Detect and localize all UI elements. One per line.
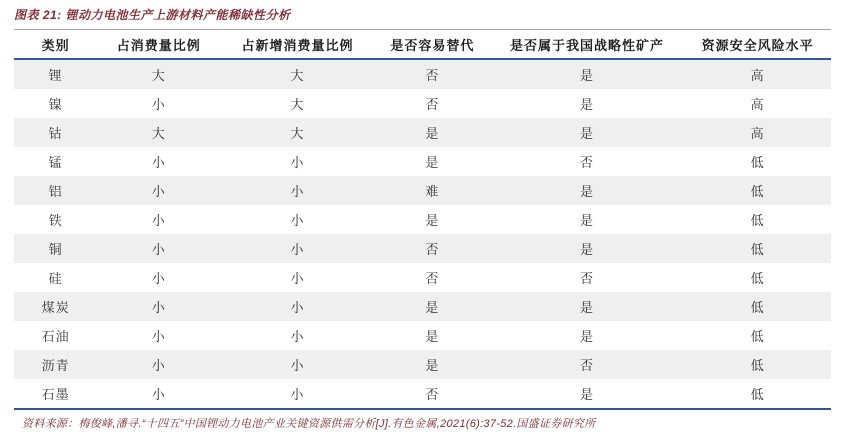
table-cell: 铝 <box>48 184 63 199</box>
table-row <box>14 234 831 263</box>
table-cell: 小 <box>290 358 305 373</box>
table-row <box>14 176 831 205</box>
table-row <box>14 59 831 89</box>
table-cell: 是 <box>425 126 440 141</box>
table-cell: 镍 <box>48 97 63 112</box>
table-row <box>14 321 831 350</box>
table-cell: 大 <box>290 126 305 141</box>
table-cell: 否 <box>425 271 440 286</box>
source-note: 资料来源：梅俊峰,潘寻.“十四五”中国锂动力电池产业关键资源供需分析[J].有色金属,2021(6):37-52.国盛证券研究所 <box>22 418 596 430</box>
table-cell: 否 <box>580 358 595 373</box>
table-cell: 是 <box>580 68 595 83</box>
table-row <box>14 263 831 292</box>
table-cell: 小 <box>151 329 166 344</box>
table-cell: 小 <box>151 97 166 112</box>
table-cell: 小 <box>290 300 305 315</box>
table-cell: 锰 <box>48 155 63 170</box>
table-cell: 大 <box>151 126 166 141</box>
table-cell: 是 <box>425 358 440 373</box>
table-cell: 小 <box>151 271 166 286</box>
table-cell: 是 <box>425 213 440 228</box>
table-row <box>14 147 831 176</box>
table-row <box>14 379 831 409</box>
table-cell: 铜 <box>48 242 63 257</box>
table-cell: 钴 <box>48 126 63 141</box>
table-header-row <box>14 30 831 60</box>
column-header: 资源安全风险水平 <box>684 30 831 60</box>
table-row <box>14 89 831 118</box>
table-cell: 低 <box>750 271 765 286</box>
table-cell: 大 <box>290 97 305 112</box>
table-cell: 是 <box>425 329 440 344</box>
table-cell: 低 <box>750 358 765 373</box>
table-row <box>14 292 831 321</box>
table-cell: 高 <box>750 126 765 141</box>
table-cell: 小 <box>151 155 166 170</box>
table-cell: 低 <box>750 329 765 344</box>
table-cell: 大 <box>290 68 305 83</box>
table-cell: 小 <box>151 184 166 199</box>
table-cell: 是 <box>490 379 684 409</box>
table-cell: 是 <box>580 213 595 228</box>
table-cell: 否 <box>375 379 490 409</box>
table-cell: 高 <box>750 97 765 112</box>
table-cell: 小 <box>290 184 305 199</box>
table-cell: 铁 <box>48 213 63 228</box>
table-cell: 小 <box>97 379 220 409</box>
column-header: 是否属于我国战略性矿产 <box>490 30 684 60</box>
table-cell: 否 <box>425 68 440 83</box>
table-cell: 小 <box>290 155 305 170</box>
table-cell: 是 <box>425 155 440 170</box>
table-cell: 小 <box>290 213 305 228</box>
column-header: 类别 <box>14 30 97 60</box>
figure-title: 图表 21: 锂动力电池生产上游材料产能稀缺性分析 <box>14 8 291 22</box>
table-header <box>14 30 831 60</box>
table-cell: 小 <box>151 242 166 257</box>
table-cell: 沥青 <box>41 358 70 373</box>
table-cell: 否 <box>580 271 595 286</box>
table-cell: 否 <box>425 242 440 257</box>
table-cell: 小 <box>220 379 375 409</box>
table-cell: 是 <box>425 300 440 315</box>
table-cell: 低 <box>750 300 765 315</box>
material-scarcity-table <box>14 29 831 410</box>
table-row <box>14 350 831 379</box>
table-row <box>14 118 831 147</box>
table-cell: 煤炭 <box>41 300 70 315</box>
table-cell: 是 <box>580 126 595 141</box>
table-row <box>14 205 831 234</box>
table-cell: 高 <box>750 68 765 83</box>
table-cell: 低 <box>684 379 831 409</box>
table-cell: 否 <box>580 155 595 170</box>
table-cell: 小 <box>151 358 166 373</box>
table-cell: 是 <box>580 300 595 315</box>
table-cell: 否 <box>425 97 440 112</box>
table-cell: 小 <box>151 300 166 315</box>
table-cell: 小 <box>290 329 305 344</box>
table-cell: 低 <box>750 213 765 228</box>
column-header: 占新增消费量比例 <box>220 30 375 60</box>
table-cell: 是 <box>580 242 595 257</box>
table-cell: 小 <box>290 242 305 257</box>
table-cell: 是 <box>580 184 595 199</box>
table-cell: 低 <box>750 242 765 257</box>
table-cell: 锂 <box>48 68 63 83</box>
table-cell: 是 <box>580 329 595 344</box>
table-cell: 小 <box>151 213 166 228</box>
table-cell: 石墨 <box>14 379 97 409</box>
column-header: 是否容易替代 <box>375 30 490 60</box>
table-cell: 硅 <box>48 271 63 286</box>
table-body <box>14 59 831 409</box>
column-header: 占消费量比例 <box>97 30 220 60</box>
table-cell: 低 <box>750 155 765 170</box>
table-cell: 低 <box>750 184 765 199</box>
table-cell: 大 <box>151 68 166 83</box>
table-cell: 难 <box>425 184 440 199</box>
table-cell: 石油 <box>41 329 70 344</box>
table-cell: 小 <box>290 271 305 286</box>
table-cell: 是 <box>580 97 595 112</box>
